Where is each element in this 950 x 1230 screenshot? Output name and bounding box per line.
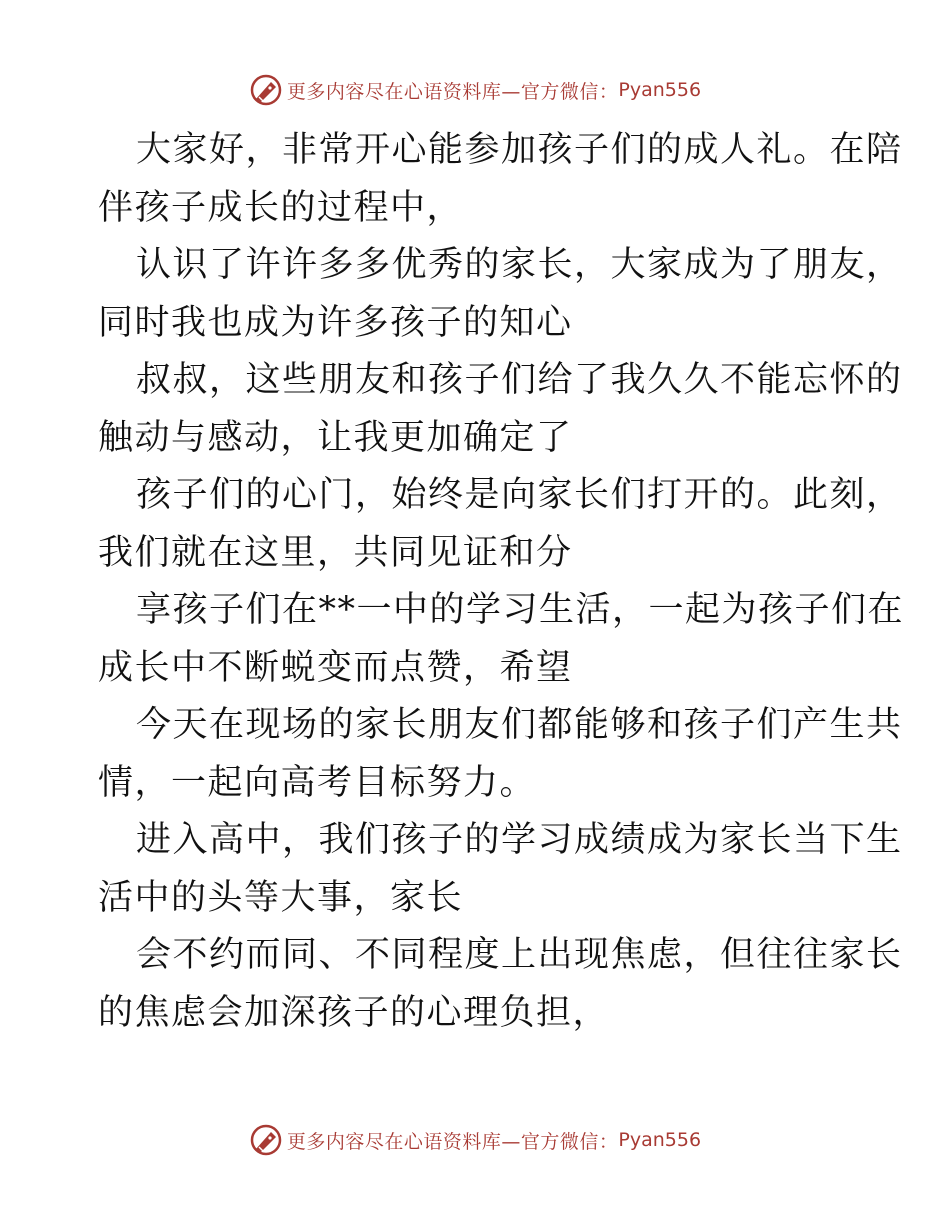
pen-nib-logo-icon	[249, 1123, 283, 1157]
paragraph: 会不约而同、不同程度上出现焦虑，但往往家长 的焦虑会加深孩子的心理负担，	[98, 935, 903, 1033]
paragraph: 孩子们的心门，始终是向家长们打开的。此刻， 我们就在这里，共同见证和分	[98, 475, 903, 573]
paragraph: 认识了许许多多优秀的家长，大家成为了朋友， 同时我也成为许多孩子的知心	[98, 245, 903, 343]
header-brand-text: 更多内容尽在心语资料库—官方微信：	[286, 80, 619, 103]
paragraph: 进入高中，我们孩子的学习成绩成为家长当下生 活中的头等大事，家长	[98, 820, 903, 918]
footer-wechat-handle: Pyan556	[618, 1129, 702, 1151]
paragraph: 享孩子们在**一中的学习生活，一起为孩子们在 成长中不断蜕变而点赞，希望	[98, 590, 905, 688]
header-wechat-handle: Pyan556	[618, 79, 702, 101]
header-brand-bar	[0, 70, 950, 110]
paragraph: 大家好，非常开心能参加孩子们的成人礼。在陪 伴孩子成长的过程中，	[98, 130, 903, 228]
paragraph: 叔叔，这些朋友和孩子们给了我久久不能忘怀的 触动与感动，让我更加确定了	[98, 360, 903, 458]
document-body	[98, 122, 905, 1042]
pen-nib-logo-icon	[249, 73, 283, 107]
paragraph: 今天在现场的家长朋友们都能够和孩子们产生共 情，一起向高考目标努力。	[98, 705, 903, 803]
footer-brand-text: 更多内容尽在心语资料库—官方微信：	[286, 1130, 619, 1153]
footer-brand-bar	[0, 1120, 950, 1160]
